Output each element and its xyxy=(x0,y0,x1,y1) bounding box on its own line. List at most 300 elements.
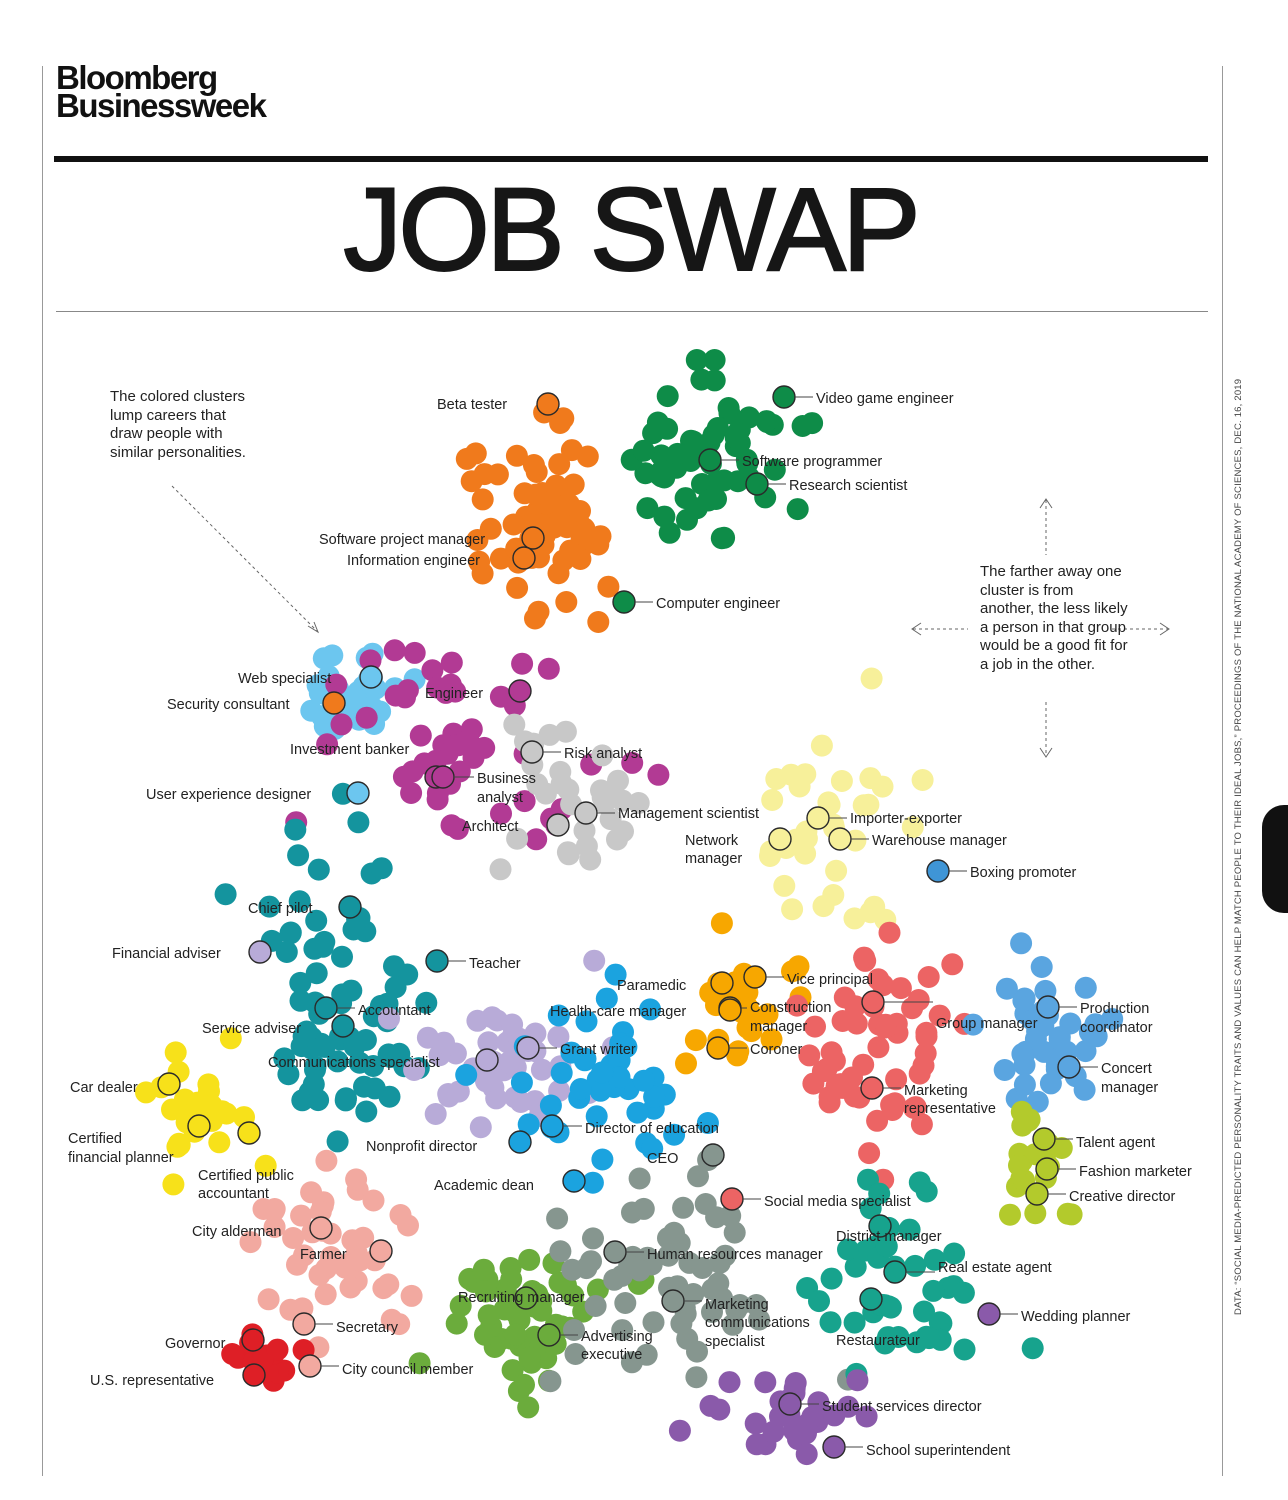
data-point-gray xyxy=(629,1168,651,1190)
annotation-64 xyxy=(978,1303,1131,1325)
job-label: Marketing xyxy=(705,1297,769,1313)
annotation-63 xyxy=(705,1334,765,1350)
job-label: School superintendent xyxy=(866,1443,1011,1459)
data-point-teal xyxy=(280,922,302,944)
highlighted-job-dot xyxy=(522,527,544,549)
data-point-yellow xyxy=(208,1131,230,1153)
job-label: Fashion marketer xyxy=(1079,1164,1192,1180)
annotation-49 xyxy=(366,1131,531,1155)
highlighted-job-dot xyxy=(310,1217,332,1239)
data-point-pink xyxy=(401,1285,423,1307)
data-point-steel-blue xyxy=(1014,1054,1036,1076)
data-point-pale-yellow xyxy=(831,770,853,792)
data-point-pink xyxy=(290,1205,312,1227)
highlighted-job-dot xyxy=(339,896,361,918)
job-label: manager xyxy=(685,851,743,867)
job-label: Paramedic xyxy=(617,978,687,994)
highlighted-job-dot xyxy=(1033,1128,1055,1150)
job-label: Chief pilot xyxy=(248,901,313,917)
highlighted-job-dot xyxy=(860,1288,882,1310)
job-label: District manager xyxy=(836,1229,942,1245)
data-point-gray xyxy=(614,1292,636,1314)
job-label: specialist xyxy=(705,1334,765,1350)
data-point-gray xyxy=(672,1197,694,1219)
data-point-magenta xyxy=(647,764,669,786)
data-point-pale-yellow xyxy=(773,875,795,897)
data-point-pink xyxy=(315,1283,337,1305)
data-point-purple xyxy=(746,1433,768,1455)
data-point-pale-yellow xyxy=(781,898,803,920)
annotation-51 xyxy=(1036,1158,1192,1180)
highlighted-job-dot xyxy=(575,802,597,824)
job-label: Nonprofit director xyxy=(366,1139,478,1155)
data-point-coral xyxy=(804,1016,826,1038)
data-point-dark-green xyxy=(633,440,655,462)
data-point-green xyxy=(513,1374,535,1396)
job-label: analyst xyxy=(477,790,523,806)
data-point-magenta xyxy=(427,788,449,810)
data-point-pale-yellow xyxy=(765,768,787,790)
data-point-dark-green xyxy=(801,412,823,434)
job-label: Software project manager xyxy=(319,532,486,548)
data-point-teal-2 xyxy=(953,1282,975,1304)
job-label: Director of education xyxy=(585,1121,719,1137)
annotation-12 xyxy=(477,790,523,806)
highlighted-job-dot xyxy=(432,766,454,788)
job-label: Student services director xyxy=(822,1399,982,1415)
annotation-38 xyxy=(1058,1056,1152,1078)
job-label: Web specialist xyxy=(238,671,332,687)
highlighted-job-dot xyxy=(862,991,884,1013)
data-point-dark-green xyxy=(690,369,712,391)
data-point-pale-yellow xyxy=(796,827,818,849)
data-point-orange xyxy=(561,439,583,461)
highlighted-job-dot xyxy=(547,814,569,836)
data-point-bright-blue xyxy=(633,1070,655,1092)
data-point-steel-blue xyxy=(994,1059,1016,1081)
job-label: Health-care manager xyxy=(550,1004,687,1020)
annotation-0 xyxy=(437,393,559,415)
data-point-gray xyxy=(585,1295,607,1317)
data-point-yellow xyxy=(162,1173,184,1195)
data-point-purple xyxy=(669,1420,691,1442)
data-point-amber xyxy=(711,912,733,934)
highlighted-job-dot xyxy=(823,1436,845,1458)
distance-explanation-note: The farther away one cluster is from another, the less likely a person in that group would be a good fit for a job in the other. xyxy=(980,563,1128,673)
annotation-62 xyxy=(705,1315,810,1331)
highlighted-job-dot xyxy=(1037,996,1059,1018)
data-point-magenta xyxy=(538,658,560,680)
data-point-orange xyxy=(456,448,478,470)
annotation-13 xyxy=(521,741,642,763)
job-label: manager xyxy=(750,1019,808,1035)
data-point-light-blue xyxy=(321,644,343,666)
data-point-coral xyxy=(908,989,930,1011)
data-point-magenta xyxy=(393,766,415,788)
highlighted-job-dot xyxy=(426,950,448,972)
data-point-coral xyxy=(819,1086,841,1108)
data-point-steel-blue xyxy=(1014,1074,1036,1096)
job-label: Advertising xyxy=(581,1329,653,1345)
data-point-pale-yellow xyxy=(813,895,835,917)
data-point-teal xyxy=(347,811,369,833)
annotation-56 xyxy=(836,1215,942,1245)
data-point-lavender xyxy=(470,1116,492,1138)
job-label: Investment banker xyxy=(290,742,410,758)
highlighted-job-dot xyxy=(243,1364,265,1386)
highlighted-job-dot xyxy=(158,1073,180,1095)
highlighted-job-dot xyxy=(370,1240,392,1262)
highlighted-job-dot xyxy=(807,807,829,829)
data-point-coral xyxy=(916,1026,938,1048)
job-label: representative xyxy=(904,1101,996,1117)
data-point-teal xyxy=(335,1089,357,1111)
annotation-29 xyxy=(750,1019,807,1035)
data-point-dark-green xyxy=(787,498,809,520)
data-point-bright-blue xyxy=(511,1072,533,1094)
highlighted-job-dot xyxy=(537,393,559,415)
highlighted-job-dot xyxy=(746,473,768,495)
job-label: Social media specialist xyxy=(764,1194,911,1210)
highlighted-job-dot xyxy=(188,1115,210,1137)
annotation-42 xyxy=(904,1101,996,1117)
data-point-bright-blue xyxy=(591,1061,613,1083)
data-point-coral xyxy=(832,1010,854,1032)
job-label: Service adviser xyxy=(202,1021,302,1037)
data-point-purple xyxy=(846,1369,868,1391)
logo-line-2: Businessweek xyxy=(56,87,266,124)
data-point-green xyxy=(478,1304,500,1326)
annotation-26 xyxy=(617,972,733,994)
data-point-dark-green xyxy=(713,527,735,549)
job-label: Warehouse manager xyxy=(872,833,1007,849)
data-point-magenta xyxy=(384,639,406,661)
data-point-orange xyxy=(503,514,525,536)
job-label: Governor xyxy=(165,1336,226,1352)
data-point-pink xyxy=(349,1249,371,1271)
data-point-pink xyxy=(363,1190,385,1212)
data-point-magenta xyxy=(356,707,378,729)
job-label: Research scientist xyxy=(789,478,908,494)
job-label: Management scientist xyxy=(618,806,760,822)
data-point-light-gray xyxy=(490,858,512,880)
job-label: Human resources manager xyxy=(647,1247,823,1263)
annotation-11 xyxy=(432,766,536,788)
data-point-magenta xyxy=(331,713,353,735)
highlighted-job-dot xyxy=(1036,1158,1058,1180)
data-point-pale-yellow xyxy=(761,789,783,811)
data-point-coral xyxy=(879,922,901,944)
highlighted-job-dot xyxy=(662,1290,684,1312)
data-point-bright-blue xyxy=(540,1095,562,1117)
annotation-1 xyxy=(773,386,954,408)
annotation-60 xyxy=(458,1287,585,1309)
data-point-orange xyxy=(569,548,591,570)
job-label: coordinator xyxy=(1080,1020,1153,1036)
data-point-purple xyxy=(796,1443,818,1465)
job-label: User experience designer xyxy=(146,787,312,803)
data-point-orange xyxy=(506,577,528,599)
data-point-coral xyxy=(867,1036,889,1058)
job-label: U.S. representative xyxy=(90,1373,215,1389)
cluster-explanation-note: The colored clusters lump careers that draw people with similar personalities. xyxy=(110,388,246,461)
job-label: Vice principal xyxy=(787,972,873,988)
data-point-gray xyxy=(705,1206,727,1228)
data-point-magenta xyxy=(441,652,463,674)
data-point-orange xyxy=(523,454,545,476)
annotation-44 xyxy=(68,1150,174,1166)
data-point-teal xyxy=(290,990,312,1012)
data-point-gray xyxy=(687,1165,709,1187)
data-point-pink xyxy=(258,1288,280,1310)
data-point-teal-2 xyxy=(954,1339,976,1361)
job-label: Construction xyxy=(750,1000,832,1016)
data-point-dark-green xyxy=(659,522,681,544)
data-point-teal-2 xyxy=(1022,1337,1044,1359)
job-label: Grant writer xyxy=(560,1042,636,1058)
highlighted-job-dot xyxy=(884,1261,906,1283)
job-label: Accountant xyxy=(358,1003,431,1019)
data-point-lavender xyxy=(425,1103,447,1125)
data-point-teal xyxy=(327,1130,349,1152)
job-label: Academic dean xyxy=(434,1178,534,1194)
data-point-dark-green xyxy=(636,497,658,519)
data-point-gray xyxy=(670,1313,692,1335)
data-point-teal xyxy=(306,962,328,984)
data-point-coral xyxy=(858,1142,880,1164)
highlighted-job-dot xyxy=(242,1329,264,1351)
data-point-bright-blue xyxy=(455,1064,477,1086)
data-point-magenta xyxy=(441,814,463,836)
data-point-lavender xyxy=(583,950,605,972)
annotation-6 xyxy=(613,591,780,613)
job-label: Concert xyxy=(1101,1061,1152,1077)
data-point-pink xyxy=(315,1150,337,1172)
data-point-teal xyxy=(313,931,335,953)
data-point-teal xyxy=(385,976,407,998)
data-point-teal-2 xyxy=(880,1297,902,1319)
data-point-steel-blue xyxy=(1049,1028,1071,1050)
job-label: CEO xyxy=(647,1151,679,1167)
annotation-2 xyxy=(699,449,882,471)
annotation-69 xyxy=(165,1329,264,1352)
data-point-dark-green xyxy=(656,418,678,440)
data-point-pale-yellow xyxy=(860,901,882,923)
job-label: Coroner xyxy=(750,1042,803,1058)
data-point-purple xyxy=(745,1413,767,1435)
data-point-orange xyxy=(487,463,509,485)
data-point-orange xyxy=(555,591,577,613)
annotation-40 xyxy=(70,1073,180,1096)
data-point-pink xyxy=(300,1181,322,1203)
data-point-gray xyxy=(663,1222,685,1244)
data-point-teal-2 xyxy=(820,1311,842,1333)
job-label: City alderman xyxy=(192,1224,282,1240)
data-point-dark-green xyxy=(657,385,679,407)
data-point-magenta xyxy=(404,642,426,664)
job-label: Restaurateur xyxy=(836,1333,920,1349)
data-point-yellow xyxy=(165,1041,187,1063)
highlighted-job-dot xyxy=(347,782,369,804)
highlighted-job-dot xyxy=(517,1037,539,1059)
data-point-coral xyxy=(918,966,940,988)
data-point-lime xyxy=(1057,1203,1079,1225)
data-point-red xyxy=(267,1339,289,1361)
data-point-dark-green xyxy=(649,464,671,486)
data-point-coral xyxy=(875,1014,897,1036)
highlighted-job-dot xyxy=(332,1015,354,1037)
data-point-orange xyxy=(525,484,547,506)
highlighted-job-dot xyxy=(563,1170,585,1192)
data-point-orange xyxy=(461,470,483,492)
data-point-magenta xyxy=(410,725,432,747)
annotation-66 xyxy=(538,1324,653,1346)
highlighted-job-dot xyxy=(293,1313,315,1335)
data-point-teal-2 xyxy=(904,1255,926,1277)
data-point-teal xyxy=(287,844,309,866)
data-point-teal-2 xyxy=(918,1327,940,1349)
data-point-amber xyxy=(685,1029,707,1051)
annotation-16 xyxy=(462,814,569,836)
highlighted-job-dot xyxy=(769,828,791,850)
data-point-green xyxy=(446,1313,468,1335)
highlighted-job-dot xyxy=(315,997,337,1019)
data-point-light-gray xyxy=(576,835,598,857)
annotation-67 xyxy=(581,1347,642,1363)
highlighted-job-dot xyxy=(707,1037,729,1059)
annotation-19 xyxy=(685,851,742,867)
data-point-dark-green xyxy=(686,349,708,371)
job-label: Security consultant xyxy=(167,697,290,713)
data-point-light-gray xyxy=(592,787,614,809)
highlighted-job-dot xyxy=(476,1049,498,1071)
highlighted-job-dot xyxy=(699,449,721,471)
data-point-steel-blue xyxy=(1031,956,1053,978)
job-label: Creative director xyxy=(1069,1189,1176,1205)
data-point-orange xyxy=(555,515,577,537)
highlighted-job-dot xyxy=(509,680,531,702)
job-label: accountant xyxy=(198,1186,269,1202)
highlighted-job-dot xyxy=(744,966,766,988)
annotation-24 xyxy=(426,950,521,972)
data-point-coral xyxy=(816,1058,838,1080)
annotation-23 xyxy=(112,941,271,963)
highlighted-job-dot xyxy=(538,1324,560,1346)
data-point-gray xyxy=(582,1227,604,1249)
job-label: Architect xyxy=(462,819,519,835)
headline-title: JOB SWAP xyxy=(343,164,917,296)
data-point-bright-blue xyxy=(591,1149,613,1171)
data-source-credit: DATA: “SOCIAL MEDIA-PREDICTED PERSONALITY TRAITS AND VALUES CAN HELP MATCH PEOPLE TO THEIR IDEAL JOBS,” PROCEEDINGS OF THE NATIONAL ACADEMY OF SCIENCES, DEC. 16, 2019 xyxy=(1233,378,1244,1315)
data-point-teal-2 xyxy=(808,1290,830,1312)
data-point-coral xyxy=(909,1063,931,1085)
data-point-magenta xyxy=(525,828,547,850)
data-point-purple xyxy=(801,1406,823,1428)
data-point-teal xyxy=(364,1077,386,1099)
highlighted-job-dot xyxy=(1026,1183,1048,1205)
data-point-teal-2 xyxy=(821,1268,843,1290)
job-label: Software programmer xyxy=(742,454,883,470)
data-point-magenta xyxy=(511,653,533,675)
data-point-steel-blue xyxy=(1075,977,1097,999)
data-point-dark-green xyxy=(705,472,727,494)
job-label: Certified public xyxy=(198,1168,294,1184)
annotation-31 xyxy=(1080,1020,1153,1036)
job-label: financial planner xyxy=(68,1150,174,1166)
data-point-pale-yellow xyxy=(912,769,934,791)
data-point-green xyxy=(505,1324,527,1346)
job-label: Wedding planner xyxy=(1021,1309,1131,1325)
data-point-coral xyxy=(941,953,963,975)
annotation-18 xyxy=(685,828,791,850)
data-point-gray xyxy=(621,1202,643,1224)
data-point-teal xyxy=(215,883,237,905)
highlighted-job-dot xyxy=(299,1355,321,1377)
data-point-teal xyxy=(308,859,330,881)
data-point-magenta xyxy=(385,685,407,707)
data-point-teal xyxy=(284,819,306,841)
data-point-teal-2 xyxy=(909,1171,931,1193)
highlighted-job-dot xyxy=(711,972,733,994)
logo-line-1: Bloomberg xyxy=(56,59,217,96)
highlighted-job-dot xyxy=(1058,1056,1080,1078)
data-point-yellow xyxy=(211,1100,233,1122)
data-point-dark-green xyxy=(707,417,729,439)
highlighted-job-dot xyxy=(829,828,851,850)
data-point-lavender xyxy=(531,1059,553,1081)
highlighted-job-dot xyxy=(360,666,382,688)
job-label: Computer engineer xyxy=(656,596,781,612)
data-point-green xyxy=(473,1259,495,1281)
annotation-30 xyxy=(1037,996,1149,1018)
data-point-gray xyxy=(724,1222,746,1244)
data-point-teal xyxy=(355,1101,377,1123)
data-point-amber xyxy=(675,1052,697,1074)
data-point-coral xyxy=(866,1110,888,1132)
annotation-21 xyxy=(927,860,1077,882)
data-point-light-gray xyxy=(535,783,557,805)
data-point-steel-blue xyxy=(1010,932,1032,954)
job-label: Talent agent xyxy=(1076,1135,1156,1151)
highlighted-job-dot xyxy=(721,1188,743,1210)
data-point-green xyxy=(519,1347,541,1369)
job-label: Business xyxy=(477,771,536,787)
data-point-gray xyxy=(575,1257,597,1279)
highlighted-job-dot xyxy=(861,1077,883,1099)
job-label: Group manager xyxy=(936,1016,1038,1032)
job-label: Recruiting manager xyxy=(458,1290,585,1306)
highlighted-job-dot xyxy=(773,386,795,408)
data-point-lime xyxy=(999,1204,1021,1226)
job-label: Network xyxy=(685,833,739,849)
job-label: Risk analyst xyxy=(564,746,643,762)
job-label: Financial adviser xyxy=(112,946,221,962)
highlighted-job-dot xyxy=(238,1122,260,1144)
data-point-coral xyxy=(834,987,856,1009)
job-label: Secretary xyxy=(336,1320,399,1336)
note-pointer-arrow xyxy=(172,486,318,632)
data-point-steel-blue xyxy=(1012,990,1034,1012)
data-point-gray xyxy=(685,1366,707,1388)
job-label: Car dealer xyxy=(70,1080,138,1096)
job-label: communications xyxy=(705,1315,810,1331)
data-point-orange xyxy=(528,601,550,623)
data-point-coral xyxy=(853,947,875,969)
data-point-pale-yellow xyxy=(861,668,883,690)
annotation-48 xyxy=(198,1186,269,1202)
data-point-gray xyxy=(546,1208,568,1230)
data-point-green xyxy=(518,1249,540,1271)
